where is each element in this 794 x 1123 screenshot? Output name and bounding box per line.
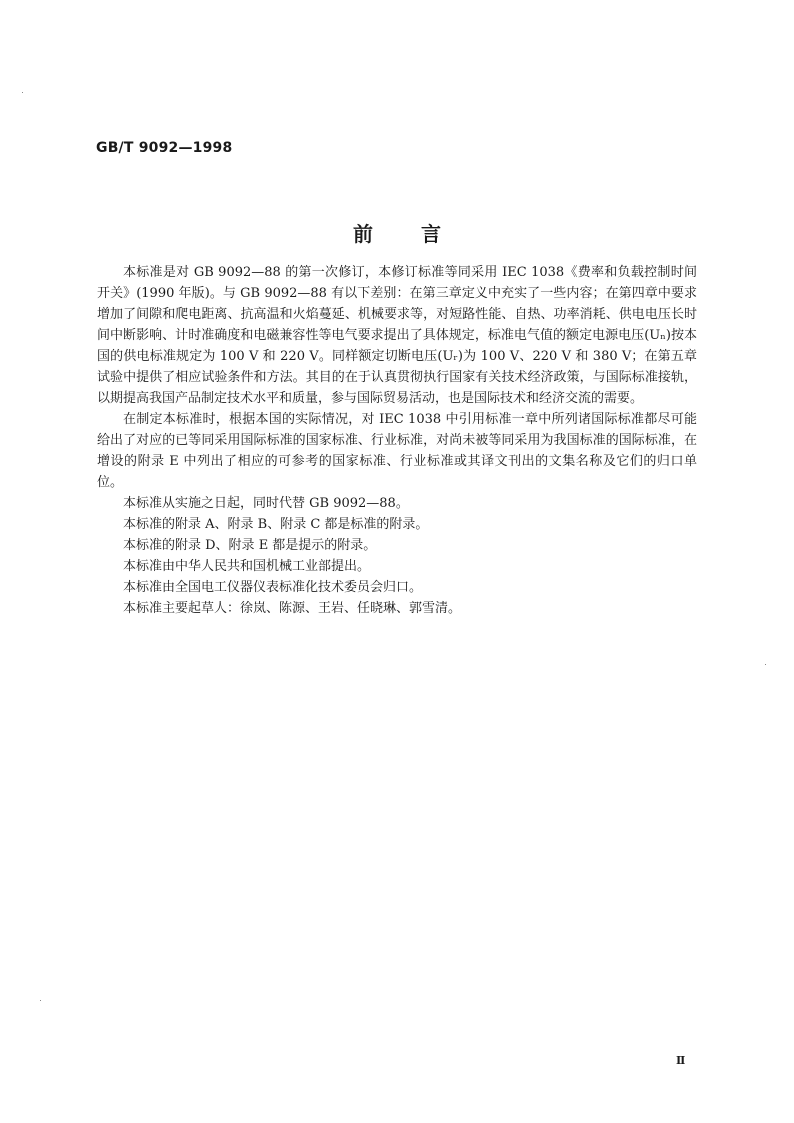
standard-number: GB/T 9092—1998 bbox=[96, 140, 233, 156]
paragraph-4: 本标准的附录 A、附录 B、附录 C 都是标准的附录。 bbox=[123, 517, 429, 532]
paragraph-8: 本标准主要起草人：徐岚、陈源、王岩、任晓琳、郭雪清。 bbox=[123, 601, 462, 616]
paragraph-7: 本标准由全国电工仪器仪表标准化技术委员会归口。 bbox=[123, 580, 423, 595]
page-title: 前言 bbox=[353, 222, 489, 246]
scan-speck bbox=[22, 92, 23, 93]
paragraph-1: 本标准是对 GB 9092—88 的第一次修订，本修订标准等同采用 IEC 1038《费率和负载控制时间开关》(1990 年版)。与 GB 9092—88 有以下差别：在第三章定义中充实了一些内容；在第四章中要求增加了间隙和爬电距离、抗高温和火焰蔓延、机械要求等，对短路性能、自热、功率消耗、供电电压长时间中断影响、计时准确度和电磁兼容性等电气要求提出了具体规定，标准电气值的额定电源电压(Uₙ)按本国的供电标准规定为 100 V 和 220 V。同样额定切断电压(Uᵣ)为 100 V、220 V 和 380 V；在第五章试验中提供了相应试验条件和方法。其目的在于认真贯彻执行国家有关技术经济政策，与国际标准接轨，以期提高我国产品制定技术水平和质量，参与国际贸易活动，也是国际技术和经济交流的需要。 bbox=[97, 265, 697, 406]
scan-speck bbox=[40, 1000, 41, 1001]
paragraph-3: 本标准从实施之日起，同时代替 GB 9092—88。 bbox=[123, 496, 409, 511]
foreword-body bbox=[97, 262, 697, 619]
paragraph-2: 在制定本标准时，根据本国的实际情况，对 IEC 1038 中引用标准一章中所列诸国际标准都尽可能给出了对应的已等同采用国际标准的国家标准、行业标准，对尚未被等同采用为我国标准的国际标准，在增设的附录 E 中列出了相应的可参考的国家标准、行业标准或其译文刊出的文集名称及它们的归口单位。 bbox=[97, 412, 697, 490]
scan-speck bbox=[765, 664, 766, 665]
paragraph-6: 本标准由中华人民共和国机械工业部提出。 bbox=[123, 559, 371, 574]
paragraph-5: 本标准的附录 D、附录 E 都是提示的附录。 bbox=[123, 538, 377, 553]
page-number: Ⅱ bbox=[676, 1054, 686, 1067]
